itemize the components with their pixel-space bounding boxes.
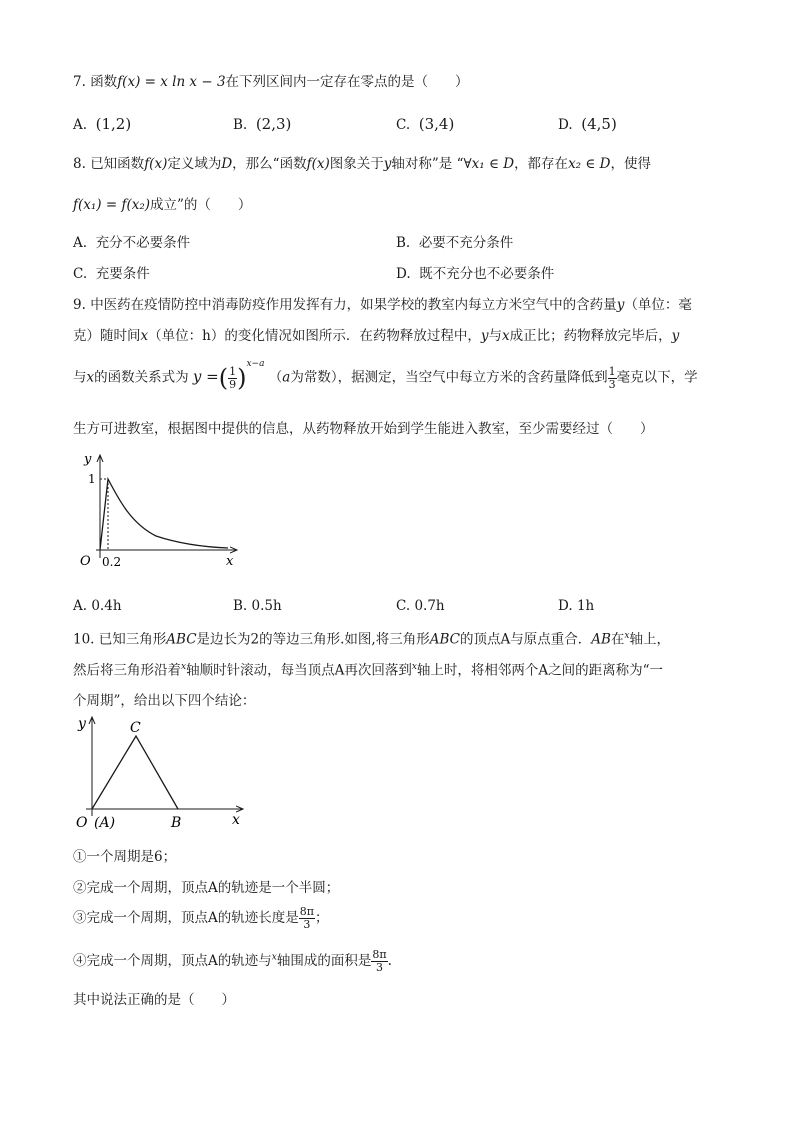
- q8-number: 8.: [73, 156, 86, 172]
- q10-graph: [70, 712, 255, 832]
- q9-stem-line3: 与x的函数关系式为 y =( $\frac{1}{9}$ )$^{x-a}$ （a为常数），据测定，当空气中每立方米的含药量降低到 $\frac{1}{3}$ 毫克以下，学: [73, 359, 698, 392]
- q10-b-label: B: [171, 815, 182, 831]
- q8-option-a[interactable]: A. 充分不必要条件: [73, 235, 191, 251]
- q10-triangle: [92, 736, 178, 809]
- q7-function: f(x) = x ln x − 3: [117, 74, 226, 90]
- q9-option-a[interactable]: A. 0.4h: [73, 598, 122, 614]
- q8-option-d[interactable]: D. 既不充分也不必要条件: [396, 266, 555, 282]
- q9-option-c[interactable]: C. 0.7h: [396, 598, 445, 614]
- q9-stem-line2: 克）随时间x（单位：h）的变化情况如图所示．在药物释放过程中，y与x成正比；药物释放完毕后，y: [73, 328, 680, 344]
- q10-number: 10.: [73, 631, 95, 648]
- q7-stem: [73, 76, 469, 90]
- q10-conclusion-3: ③完成一个周期，顶点A的轨迹长度是 $\frac{8\pi}{3}$ ；: [73, 905, 329, 931]
- q10-stem-line2: 然后将三角形沿着$^x$轴顺时针滚动，每当顶点A再次回落到$^x$轴上时，将相邻两个A之间的距离称为“一: [73, 662, 664, 679]
- q10-conclusion-2: ②完成一个周期，顶点A的轨迹是一个半圆；: [73, 880, 340, 896]
- q10-stem-line3: 个周期”，给出以下四个结论：: [73, 693, 256, 709]
- q10-c4-fraction: $\frac{8\pi}{3}$: [372, 948, 387, 974]
- q8-stem-line2: f(x₁) = f(x₂)成立”的（ ）: [73, 197, 252, 213]
- q8-option-b[interactable]: B. 必要不充分条件: [396, 235, 514, 251]
- q9-curve: [100, 479, 228, 550]
- q10-ask: 其中说法正确的是（ ）: [73, 992, 235, 1008]
- q10-c3-fraction: $\frac{8\pi}{3}$: [299, 905, 314, 931]
- q9-x-label: x: [226, 554, 234, 569]
- q8-stem-line1: 8. 已知函数f(x)定义域为D，那么“函数f(x)图象关于y轴对称”是 “∀x₁ ∈ D，都存在x₂ ∈ D，使得: [73, 156, 651, 172]
- q7-option-c[interactable]: C. (3,4): [396, 115, 455, 133]
- q9-x-tick: 0.2: [102, 555, 122, 569]
- q7-text-before: 函数: [90, 74, 118, 90]
- q8-option-c[interactable]: C. 充要条件: [73, 266, 150, 282]
- q9-y-label: y: [84, 452, 92, 467]
- q9-option-b[interactable]: B. 0.5h: [233, 598, 282, 614]
- q9-number: 9.: [73, 297, 86, 313]
- q10-stem-line1: 10. 已知三角形ABC是边长为2的等边三角形.如图,将三角形ABC的顶点A与原点重合．AB在$^x$轴上，: [73, 631, 670, 648]
- q9-stem-line1: 9. 中医药在疫情防控中消毒防疫作用发挥有力，如果学校的教室内每立方米空气中的含药量y（单位：毫: [73, 297, 692, 313]
- q10-x-label: x: [232, 812, 240, 828]
- q7-text-after: 在下列区间内一定存在零点的是（ ）: [225, 74, 469, 90]
- q7-option-d[interactable]: D. (4,5): [558, 115, 617, 133]
- q9-formula-fraction: $\frac{1}{9}$: [229, 364, 237, 391]
- q7-number: 7.: [73, 74, 86, 90]
- q10-c-label: C: [130, 720, 141, 736]
- q10-conclusion-1: ①一个周期是6；: [73, 849, 177, 865]
- q10-y-label: y: [78, 716, 86, 732]
- q9-threshold-fraction: $\frac{1}{3}$: [608, 364, 616, 391]
- q10-conclusion-4: ④完成一个周期，顶点A的轨迹与$^x$轴围成的面积是 $\frac{8\pi}{3}$ .: [73, 948, 392, 974]
- q9-stem-line4: 生方可进教室，根据图中提供的信息，从药物释放开始到学生能进入教室，至少需要经过（ ）: [73, 421, 654, 437]
- q10-origin-label: O: [76, 815, 88, 831]
- q10-a-label: (A): [94, 815, 116, 831]
- q9-graph: [70, 450, 245, 572]
- q9-y-tick: 1: [88, 472, 96, 486]
- q9-origin-label: O: [80, 554, 91, 569]
- q9-option-d[interactable]: D. 1h: [558, 598, 595, 614]
- q7-option-b[interactable]: B. (2,3): [233, 115, 292, 133]
- q9-formula: y =: [192, 367, 219, 386]
- q7-option-a[interactable]: A. (1,2): [73, 115, 132, 133]
